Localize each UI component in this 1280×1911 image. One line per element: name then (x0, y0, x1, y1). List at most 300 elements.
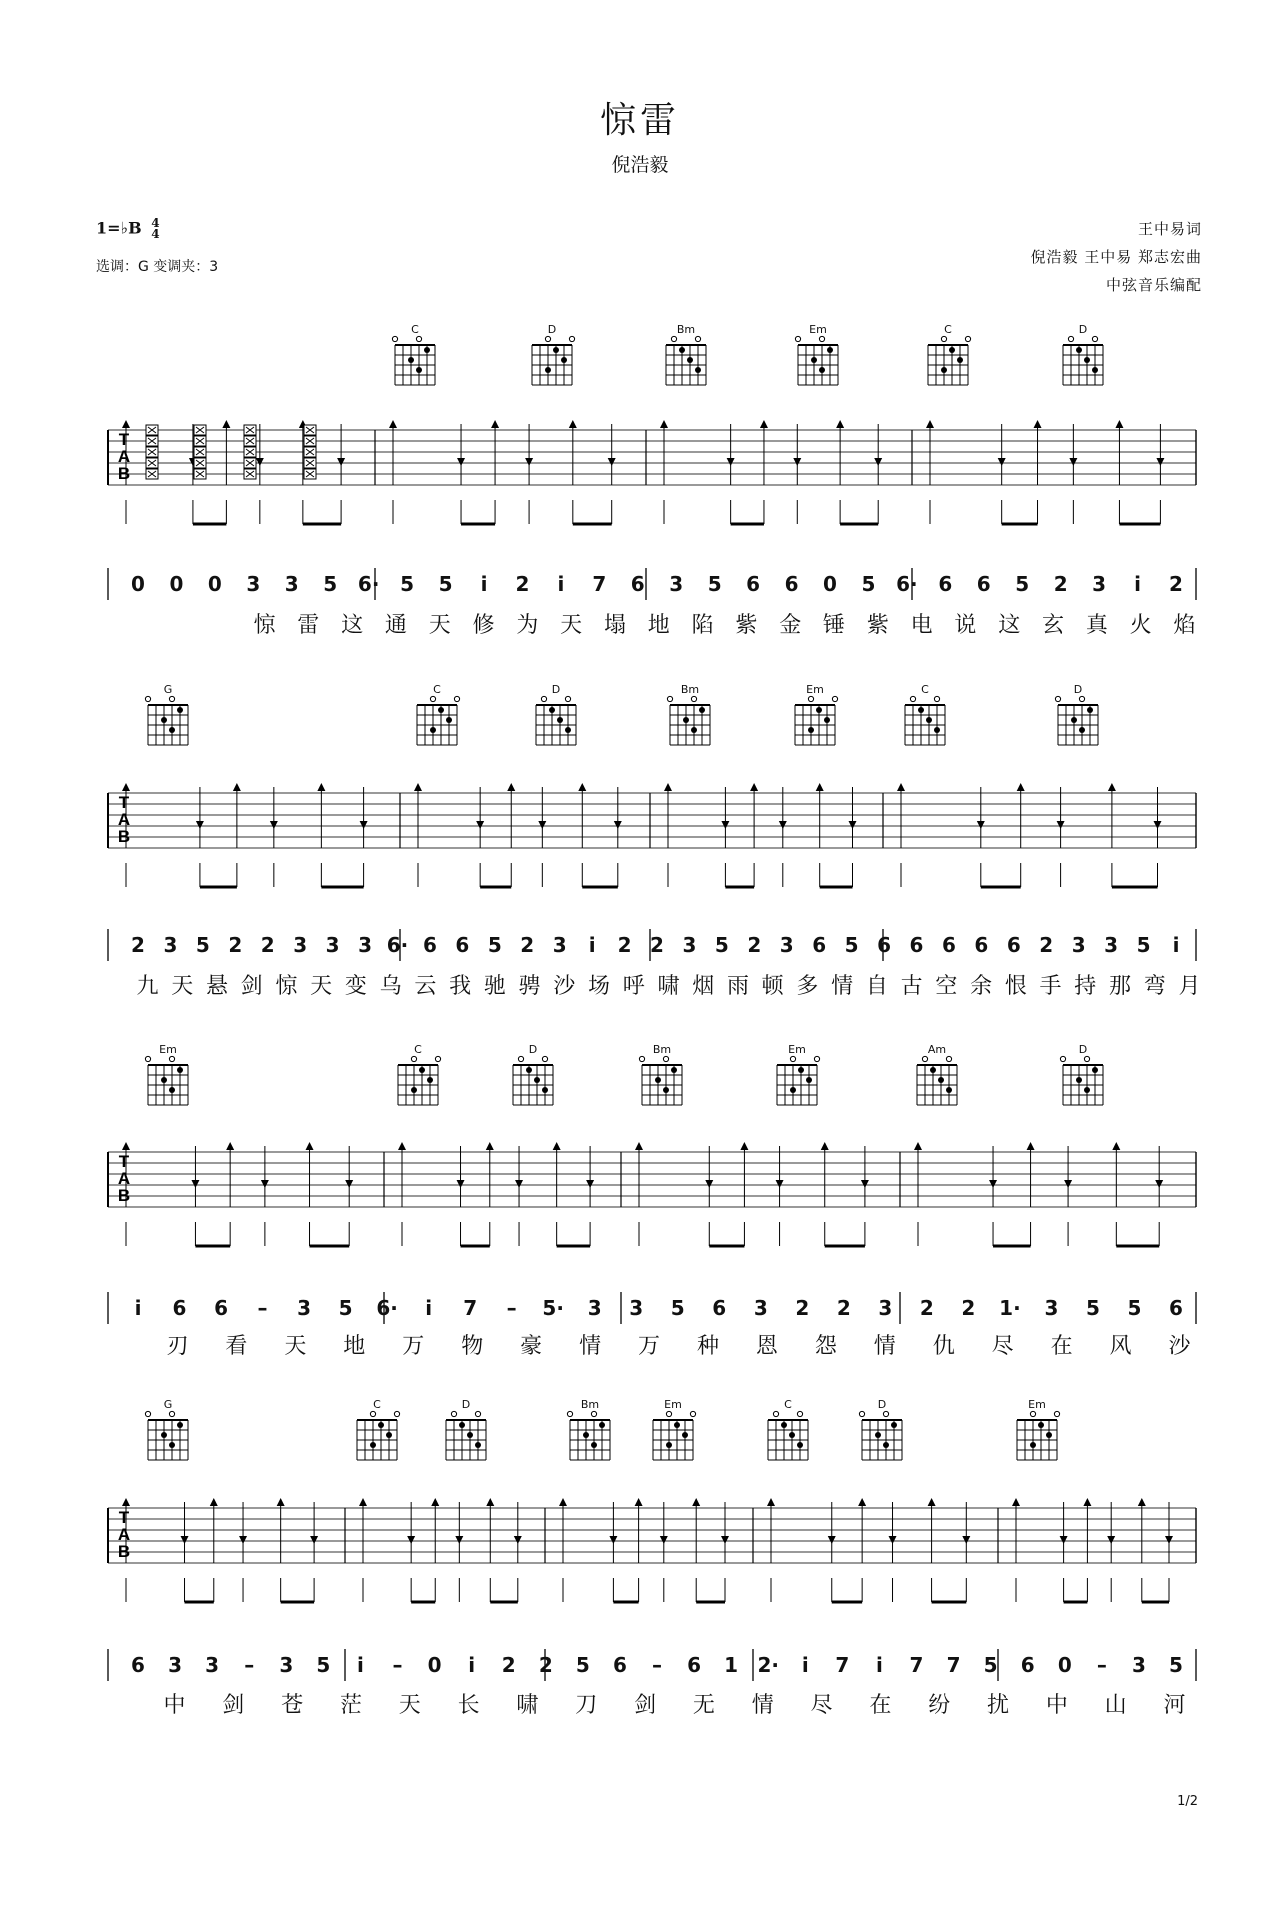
lyric-char: 这 (998, 613, 1022, 638)
lyric-char: 古 (900, 974, 924, 999)
chord-finger-dot (446, 717, 452, 723)
upstroke-arrow (635, 1142, 643, 1150)
open-string-marker (946, 1056, 951, 1061)
jianpu-note: 3 (325, 933, 340, 957)
jianpu-note: 2 (1169, 572, 1183, 596)
lyric-char: 雷 (297, 613, 321, 638)
lyric-char: 弯 (1143, 974, 1167, 999)
jianpu-note: 2 (131, 933, 145, 957)
chord-finger-dot (1071, 717, 1077, 723)
lyric-char: 天 (284, 1334, 308, 1359)
upstroke-arrow (222, 420, 230, 428)
open-string-marker (567, 1411, 572, 1416)
chord-finger-dot (378, 1422, 384, 1428)
upstroke-arrow (1027, 1142, 1035, 1150)
jianpu-note: 2 (501, 1653, 516, 1677)
lyric-char: 恨 (1004, 974, 1028, 999)
lyric-char: 驰 (483, 974, 507, 999)
lyric-char: 真 (1085, 613, 1109, 638)
chord-name: Em (806, 683, 824, 696)
jianpu-note: 3 (1104, 933, 1119, 957)
chord-finger-dot (430, 727, 436, 733)
chord-finger-dot (957, 357, 963, 363)
chord-finger-dot (427, 1077, 433, 1083)
chord-finger-dot (1076, 1077, 1082, 1083)
downstroke-arrow (1156, 458, 1164, 466)
lyric-char: 余 (970, 974, 994, 999)
jianpu-note: 3 (205, 1653, 220, 1677)
lyric-char: 场 (588, 974, 612, 999)
upstroke-arrow (210, 1498, 218, 1506)
downstroke-arrow (727, 458, 735, 466)
jianpu-note: 6 (630, 572, 645, 596)
lyric-char: 扰 (987, 1693, 1011, 1718)
open-string-marker (145, 1056, 150, 1061)
upstroke-arrow (816, 783, 824, 791)
jianpu-note: i (875, 1653, 883, 1677)
lyric-char: 多 (796, 974, 820, 999)
lyric-char: 物 (461, 1334, 485, 1359)
open-string-marker (1079, 696, 1084, 701)
upstroke-arrow (507, 783, 515, 791)
chord-name: D (1078, 1043, 1088, 1056)
jianpu-note: 3 (279, 1653, 294, 1677)
chord-finger-dot (691, 727, 697, 733)
jianpu-note: 0 (1057, 1653, 1072, 1677)
capo-info: 选调：G 变调夹：3 (96, 259, 219, 275)
downstroke-arrow (457, 1180, 465, 1188)
open-string-marker (819, 336, 824, 341)
tab-clef-letter: B (117, 1542, 131, 1561)
chord-finger-dot (599, 1422, 605, 1428)
chord-name: D (1073, 683, 1083, 696)
open-string-marker (934, 696, 939, 701)
lyric-char: 通 (384, 613, 408, 638)
chord-finger-dot (674, 1422, 680, 1428)
jianpu-note: 6 (687, 1653, 702, 1677)
chord-finger-dot (177, 1067, 183, 1073)
lyric-char: 自 (865, 974, 889, 999)
upstroke-arrow (491, 420, 499, 428)
chord-name: Bm (652, 1043, 672, 1056)
lyric-char: 说 (954, 613, 978, 638)
chord-name: Am (927, 1043, 947, 1056)
chord-finger-dot (946, 1087, 952, 1093)
chord-name: Em (664, 1398, 682, 1411)
lyric-char: 烟 (692, 974, 716, 999)
jianpu-note: – (392, 1653, 403, 1677)
lyric-char: 剑 (634, 1693, 658, 1718)
chord-finger-dot (824, 717, 830, 723)
downstroke-arrow (614, 821, 622, 829)
chord-name: Bm (580, 1398, 600, 1411)
jianpu-note: – (257, 1296, 268, 1320)
downstroke-arrow (828, 1536, 836, 1544)
chord-finger-dot (934, 727, 940, 733)
lyric-char: 惊 (275, 974, 299, 999)
jianpu-note: i (480, 572, 488, 596)
chord-name: Em (1028, 1398, 1046, 1411)
jianpu-note: 2 (520, 933, 535, 957)
jianpu-note: 0 (427, 1653, 442, 1677)
lyric-char: 沙 (553, 974, 577, 999)
open-string-marker (518, 1056, 523, 1061)
lyric-char: 天 (428, 613, 452, 638)
jianpu-note: 6 (746, 572, 761, 596)
chord-finger-dot (938, 1077, 944, 1083)
chord-finger-dot (679, 347, 685, 353)
jianpu-note: 3 (284, 572, 299, 596)
upstroke-arrow (359, 1498, 367, 1506)
lyric-char: 呼 (622, 974, 646, 999)
chord-finger-dot (687, 357, 693, 363)
lyric-char: 紫 (735, 613, 759, 638)
downstroke-arrow (191, 1180, 199, 1188)
downstroke-arrow (705, 1180, 713, 1188)
jianpu-note: 2 (515, 572, 530, 596)
open-string-marker (666, 1411, 671, 1416)
open-string-marker (832, 696, 837, 701)
lyric-char: 塌 (603, 613, 627, 638)
open-string-marker (671, 336, 676, 341)
upstroke-arrow (122, 420, 130, 428)
lyric-char: 万 (638, 1334, 662, 1359)
lyric-char: 山 (1104, 1693, 1128, 1718)
upstroke-arrow (1034, 420, 1042, 428)
jianpu-note: i (425, 1296, 433, 1320)
upstroke-arrow (559, 1498, 567, 1506)
lyric-char: 啸 (516, 1693, 540, 1718)
chord-finger-dot (1079, 727, 1085, 733)
downstroke-arrow (889, 1536, 897, 1544)
chord-finger-dot (161, 717, 167, 723)
jianpu-note: 5 (575, 1653, 590, 1677)
jianpu-note: 7 (909, 1653, 924, 1677)
upstroke-arrow (389, 420, 397, 428)
downstroke-arrow (457, 458, 465, 466)
upstroke-arrow (750, 783, 758, 791)
arranger-credit: 中弦音乐编配 (1105, 276, 1202, 294)
open-string-marker (169, 696, 174, 701)
downstroke-arrow (1107, 1536, 1115, 1544)
downstroke-arrow (261, 1180, 269, 1188)
jianpu-note: 5 (195, 933, 210, 957)
chord-finger-dot (386, 1432, 392, 1438)
tab-clef-letter: A (117, 447, 131, 466)
open-string-marker (435, 1056, 440, 1061)
lyric-char: 啸 (657, 974, 681, 999)
downstroke-arrow (779, 821, 787, 829)
lyric-char: 中 (163, 1693, 187, 1718)
downstroke-arrow (310, 1536, 318, 1544)
upstroke-arrow (317, 783, 325, 791)
downstroke-arrow (1064, 1180, 1072, 1188)
chord-finger-dot (949, 347, 955, 353)
open-string-marker (416, 336, 421, 341)
lyric-char: 中 (1045, 1693, 1069, 1718)
jianpu-note: 0 (131, 572, 145, 596)
chord-finger-dot (883, 1442, 889, 1448)
jianpu-note: 5 (670, 1296, 685, 1320)
upstroke-arrow (821, 1142, 829, 1150)
jianpu-note: 5 (714, 933, 729, 957)
lyric-char: 种 (696, 1334, 720, 1359)
lyric-char: 天 (560, 613, 584, 638)
open-string-marker (695, 336, 700, 341)
open-string-marker (1068, 336, 1073, 341)
open-string-marker (370, 1411, 375, 1416)
jianpu-note: 6 (877, 933, 892, 957)
upstroke-arrow (226, 1142, 234, 1150)
lyric-char: 那 (1109, 974, 1133, 999)
open-string-marker (541, 696, 546, 701)
lyric-char: 无 (692, 1693, 716, 1718)
open-string-marker (545, 336, 550, 341)
lyric-char: 剑 (222, 1693, 246, 1718)
chord-finger-dot (695, 367, 701, 373)
jianpu-note: 2 (961, 1296, 976, 1320)
jianpu-note: 1 (724, 1653, 739, 1677)
chord-finger-dot (918, 707, 924, 713)
upstroke-arrow (928, 1498, 936, 1506)
lyric-char: 九 (136, 974, 160, 999)
jianpu-note: – (244, 1653, 255, 1677)
jianpu-note: 2· (757, 1653, 779, 1677)
jianpu-note: 7 (835, 1653, 850, 1677)
jianpu-note: i (468, 1653, 476, 1677)
chord-finger-dot (534, 1077, 540, 1083)
lyric-char: 焰 (1173, 613, 1197, 638)
open-string-marker (922, 1056, 927, 1061)
open-string-marker (169, 1411, 174, 1416)
downstroke-arrow (609, 1536, 617, 1544)
jianpu-note: 2 (617, 933, 632, 957)
chord-name: G (163, 683, 173, 696)
jianpu-note: 3 (878, 1296, 893, 1320)
page-number: 1/2 (1177, 1794, 1198, 1809)
downstroke-arrow (660, 1536, 668, 1544)
chord-name: C (944, 323, 952, 336)
jianpu-note: 5 (1169, 1653, 1183, 1677)
upstroke-arrow (692, 1498, 700, 1506)
open-string-marker (1055, 696, 1060, 701)
chord-finger-dot (683, 717, 689, 723)
lyric-char: 月 (1178, 974, 1202, 999)
upstroke-arrow (1138, 1498, 1146, 1506)
jianpu-note: 6 (812, 933, 827, 957)
chord-finger-dot (169, 1442, 175, 1448)
tab-clef-letter: A (117, 810, 131, 829)
lyric-char: 刀 (575, 1693, 599, 1718)
jianpu-note: – (1096, 1653, 1107, 1677)
downstroke-arrow (337, 458, 345, 466)
lyric-char: 悬 (205, 974, 229, 999)
open-string-marker (475, 1411, 480, 1416)
jianpu-note: 6 (1169, 1296, 1183, 1320)
jianpu-note: 3 (168, 1653, 183, 1677)
lyric-char: 天 (398, 1693, 422, 1718)
chord-finger-dot (699, 707, 705, 713)
chord-finger-dot (811, 357, 817, 363)
lyric-char: 剑 (240, 974, 264, 999)
jianpu-note: 2 (836, 1296, 851, 1320)
jianpu-note: 6 (712, 1296, 727, 1320)
lyric-char: 天 (310, 974, 334, 999)
upstroke-arrow (122, 783, 130, 791)
lyric-char: 纷 (928, 1693, 952, 1718)
upstroke-arrow (122, 1498, 130, 1506)
chord-name: D (551, 683, 561, 696)
jianpu-note: 5 (1127, 1296, 1142, 1320)
upstroke-arrow (836, 420, 844, 428)
jianpu-note: 3 (1131, 1653, 1146, 1677)
open-string-marker (859, 1411, 864, 1416)
upstroke-arrow (431, 1498, 439, 1506)
open-string-marker (394, 1411, 399, 1416)
jianpu-note: 6· (386, 933, 409, 957)
lyric-char: 在 (869, 1693, 893, 1718)
jianpu-note: 6 (909, 933, 924, 957)
jianpu-note: 6· (357, 572, 380, 596)
jianpu-note: 3 (587, 1296, 602, 1320)
open-string-marker (1030, 1411, 1035, 1416)
chord-finger-dot (819, 367, 825, 373)
downstroke-arrow (861, 1180, 869, 1188)
jianpu-note: 5 (316, 1653, 331, 1677)
chord-finger-dot (682, 1432, 688, 1438)
chord-finger-dot (542, 1087, 548, 1093)
jianpu-note: 3 (779, 933, 794, 957)
open-string-marker (691, 696, 696, 701)
open-string-marker (145, 1411, 150, 1416)
chord-finger-dot (781, 1422, 787, 1428)
time-bottom: 4 (151, 227, 160, 241)
jianpu-note: 5 (438, 572, 453, 596)
chord-finger-dot (790, 1087, 796, 1093)
lyric-char: 陷 (691, 613, 715, 638)
jianpu-note: 5 (338, 1296, 353, 1320)
lyric-char: 顿 (761, 974, 785, 999)
upstroke-arrow (635, 1498, 643, 1506)
jianpu-note: 2 (1053, 572, 1068, 596)
jianpu-note: 6 (941, 933, 956, 957)
downstroke-arrow (962, 1536, 970, 1544)
downstroke-arrow (1057, 821, 1065, 829)
chord-finger-dot (557, 717, 563, 723)
upstroke-arrow (398, 1142, 406, 1150)
lyric-char: 看 (225, 1334, 249, 1359)
open-string-marker (773, 1411, 778, 1416)
downstroke-arrow (538, 821, 546, 829)
chord-finger-dot (789, 1432, 795, 1438)
lyric-char: 修 (472, 613, 496, 638)
jianpu-note: 6 (422, 933, 437, 957)
chord-finger-dot (663, 1087, 669, 1093)
chord-finger-dot (655, 1077, 661, 1083)
chord-finger-dot (1092, 367, 1098, 373)
jianpu-note: 5 (487, 933, 502, 957)
jianpu-note: 3 (358, 933, 373, 957)
lyric-char: 手 (1039, 974, 1063, 999)
chord-finger-dot (808, 727, 814, 733)
open-string-marker (1092, 336, 1097, 341)
chord-finger-dot (930, 1067, 936, 1073)
chord-finger-dot (798, 1067, 804, 1073)
chord-name: C (921, 683, 929, 696)
lyric-char: 怨 (814, 1334, 838, 1359)
downstroke-arrow (239, 1536, 247, 1544)
lyric-char: 沙 (1168, 1334, 1192, 1359)
lyric-char: 云 (414, 974, 438, 999)
open-string-marker (808, 696, 813, 701)
open-string-marker (667, 696, 672, 701)
downstroke-arrow (1060, 1536, 1068, 1544)
lyric-char: 火 (1129, 613, 1153, 638)
chord-finger-dot (549, 707, 555, 713)
lyric-char: 情 (831, 974, 855, 999)
downstroke-arrow (196, 821, 204, 829)
chord-finger-dot (941, 367, 947, 373)
lyric-char: 锤 (823, 613, 847, 638)
chord-finger-dot (591, 1442, 597, 1448)
upstroke-arrow (767, 1498, 775, 1506)
chord-name: D (461, 1398, 471, 1411)
upstroke-arrow (926, 420, 934, 428)
lyric-char: 电 (910, 613, 934, 638)
open-string-marker (454, 696, 459, 701)
downstroke-arrow (721, 821, 729, 829)
jianpu-note: 3 (1071, 933, 1086, 957)
chord-finger-dot (797, 1442, 803, 1448)
lyric-char: 惊 (253, 613, 277, 638)
lyricist-credit: 王中易词 (1137, 220, 1202, 238)
open-string-marker (790, 1056, 795, 1061)
jianpu-note: 6 (214, 1296, 228, 1320)
tab-clef-letter: T (118, 793, 130, 812)
open-string-marker (1084, 1056, 1089, 1061)
downstroke-arrow (256, 458, 264, 466)
song-artist: 倪浩毅 (611, 154, 669, 176)
chord-finger-dot (1087, 707, 1093, 713)
chord-finger-dot (827, 347, 833, 353)
jianpu-note: 6 (131, 1653, 145, 1677)
chord-name: D (547, 323, 557, 336)
jianpu-note: 3 (552, 933, 567, 957)
chord-finger-dot (475, 1442, 481, 1448)
jianpu-note: i (1172, 933, 1180, 957)
lyric-char: 这 (341, 613, 365, 638)
lyric-char: 仇 (932, 1334, 956, 1359)
downstroke-arrow (586, 1180, 594, 1188)
downstroke-arrow (525, 458, 533, 466)
open-string-marker (145, 696, 150, 701)
time-top: 4 (151, 216, 160, 230)
chord-finger-dot (1046, 1432, 1052, 1438)
jianpu-note: 5 (400, 572, 415, 596)
lyric-char: 情 (579, 1334, 603, 1359)
jianpu-note: i (588, 933, 596, 957)
upstroke-arrow (553, 1142, 561, 1150)
jianpu-note: i (134, 1296, 142, 1320)
jianpu-note: 5 (1015, 572, 1030, 596)
chord-finger-dot (419, 1067, 425, 1073)
chord-name: C (784, 1398, 792, 1411)
open-string-marker (941, 336, 946, 341)
lyric-char: 玄 (1042, 613, 1066, 638)
upstroke-arrow (569, 420, 577, 428)
chord-name: C (414, 1043, 422, 1056)
open-string-marker (663, 1056, 668, 1061)
